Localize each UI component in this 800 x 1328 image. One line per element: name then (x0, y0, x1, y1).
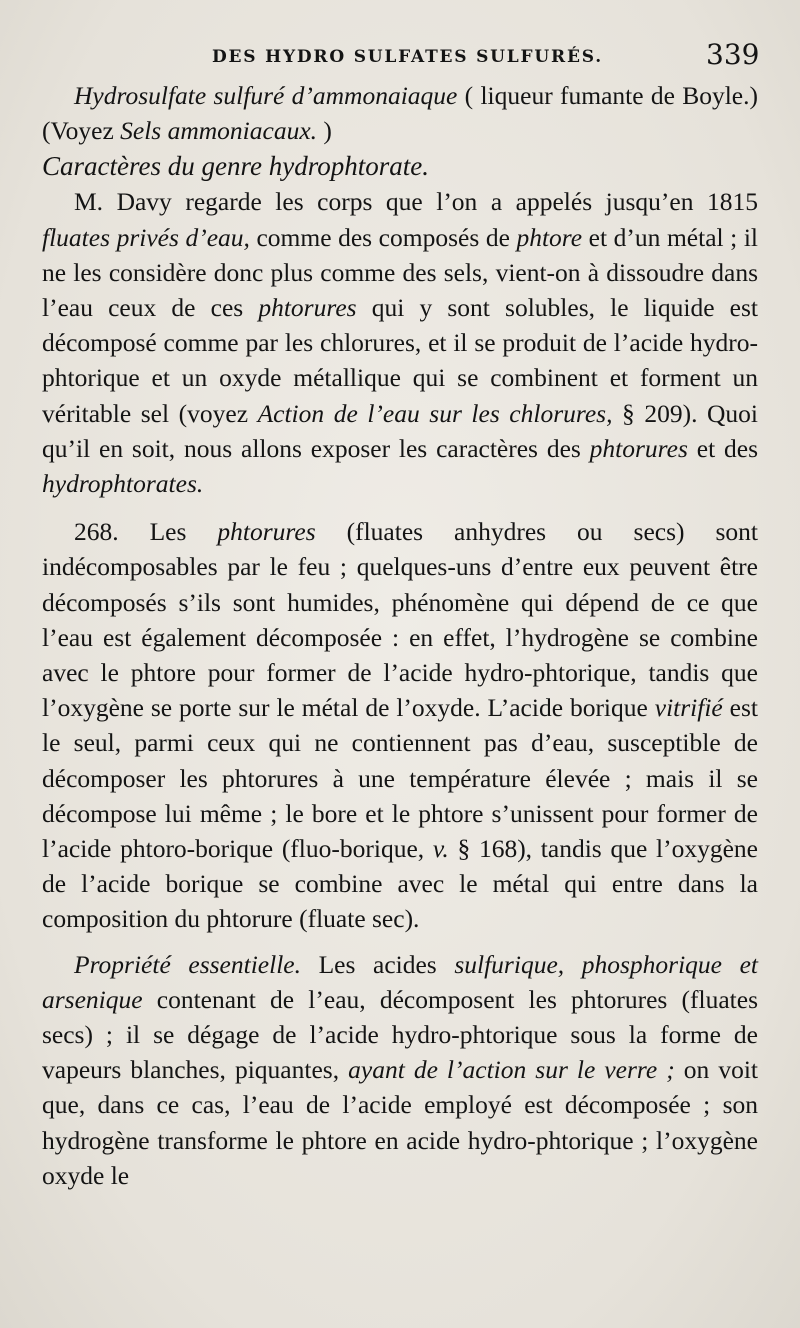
paragraph-davy (42, 184, 758, 501)
italic-term: fluates privés d’eau, (42, 222, 250, 252)
paragraph-text: ) (317, 116, 332, 146)
running-head: DES HYDRO SULFATES SULFURÉS. (212, 47, 603, 67)
paragraph-text: on voit que, dans ce cas, l’eau de l’acide employé est décomposée ; son hydrogène transforme le phtore en acide hydro-phtorique ; l’oxygène oxyde le (42, 1055, 758, 1190)
italic-term: phtorures (589, 433, 688, 463)
italic-term: phtorures (217, 517, 316, 547)
italic-subheading: Propriété essentielle. (74, 949, 301, 979)
paragraph-text: et d’un métal ; il ne les considère donc plus comme des sels, vient-on à dissoudre dans l’eau ceux de ces (42, 222, 759, 323)
paragraph-spacer (42, 937, 758, 947)
paragraph-text: contenant de l’eau, décomposent les phtorures (fluates secs) ; il se dégage de l’acide hydro-phtorique sous la forme de vapeurs blanches, piquantes, (42, 984, 758, 1085)
italic-reference: Action de l’eau sur les chlorures, (257, 398, 613, 428)
paragraph-text: 268. Les (74, 517, 218, 547)
italic-term: vitrifié (654, 693, 723, 723)
page-number: 339 (706, 38, 760, 71)
italic-term: sulfurique, phosphorique et arsenique (42, 949, 759, 1014)
italic-term: phtorures (258, 293, 357, 323)
paragraph-text: Les acides (300, 949, 455, 979)
paragraph-text: est le seul, parmi ceux qui ne contiennent pas d’eau, susceptible de décomposer les phtorures à une température élevée ; mais il se décompose lui même ; le bore et le phtore s’unissent pour former de l’acide phtoro-borique (fluo-borique, (42, 693, 758, 864)
page-body (42, 78, 758, 1193)
paragraph-268 (42, 514, 758, 936)
italic-term: hydrophtorates. (42, 469, 204, 499)
paragraph-text: qui y sont solubles, le liquide est décomposé comme par les chlorures, et il se produit de l’acide hydro-phtorique et un oxyde métallique qui se combinent et forment un véritable sel (voyez (42, 293, 758, 428)
italic-abbreviation: v. (432, 834, 449, 864)
paragraph-propriete (42, 947, 758, 1193)
paragraph-text: § 168), tandis que l’oxygène de l’acide borique se combine avec le métal qui entre dans la composition du phtorure (fluate sec). (42, 834, 758, 934)
paragraph-hydrosulfate (42, 78, 758, 148)
section-heading: Caractères du genre hydrophtorate. (42, 151, 429, 182)
paragraph-text: ( liqueur fumante de Boyle.) (Voyez (42, 81, 758, 146)
italic-term: ayant de l’action sur le verre ; (348, 1055, 675, 1085)
italic-reference: Sels ammoniacaux. (120, 116, 318, 146)
italic-term: phtore (516, 222, 583, 252)
paragraph-text: comme des composés de (249, 222, 517, 252)
italic-term: Hydrosulfate sulfuré d’ammonaiaque (74, 81, 458, 110)
paragraph-spacer (42, 501, 758, 514)
page-header (0, 38, 800, 78)
paragraph-text: M. Davy regarde les corps que l’on a appelés jusqu’en 1815 (74, 187, 758, 217)
paragraph-text: et des (687, 433, 758, 463)
paragraph-text: (fluates anhydres ou secs) sont indécomposables par le feu ; quelques-uns d’entre eux peuvent être décomposés s’ils sont humides, phénomène qui dépend de ce que l’eau est également décomposée : en effet, l’hydrogène se combine avec le phtore pour former de l’acide hydro-phtorique, tandis que l’oxygène se porte sur le métal de l’oxyde. L’acide borique (42, 517, 758, 723)
paragraph-text: § 209). Quoi qu’il en soit, nous allons exposer les caractères des (42, 398, 758, 463)
